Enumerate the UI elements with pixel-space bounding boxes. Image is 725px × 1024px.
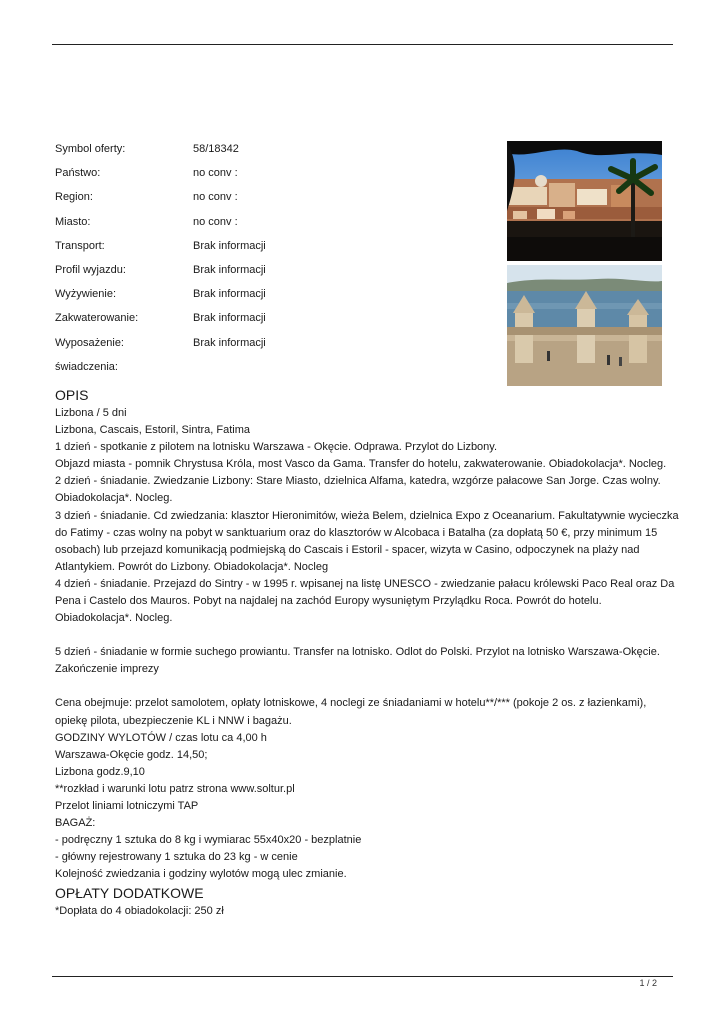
detail-row [55,310,475,334]
section-heading-description: OPIS [55,387,89,403]
header-rule [52,44,673,45]
description-paragraph: 4 dzień - śniadanie. Przejazd do Sintry - w 1995 r. wpisanej na listę UNESCO - zwiedzanie pałacu królewski Paco Real oraz Da Pena i Castelo dos Mauros. Pobyt na najdalej na zachód Europy wysuniętym Przylądku Roca. Powrót do hotelu. Obiadokolacja*. Nocleg. [55,577,675,625]
detail-label: Wyposażenie: [55,336,124,349]
detail-value: no conv : [193,167,238,180]
description-paragraph: 3 dzień - śniadanie. Cd zwiedzania: klasztor Hieronimitów, wieża Belem, dzielnica Expo z Oceanarium. Fakultatywnie wycieczka do Fatimy - czas wolny na pobyt w sanktuarium oraz do klasztorów w Alcobaca i Batalha (za dopłatą 50 €, przy minimum 15 osobach) lub przejazd komunikacją podmiejską do Cascais i Estoril - spacer, wizyta w Casino, odpoczynek na plaży nad Atlantykiem. Powrót do Lizbony. Obiadokolacja*. Nocleg [55,509,679,573]
detail-label: Miasto: [55,215,91,228]
detail-label: Wyżywienie: [55,288,117,301]
price-paragraph: Przelot liniami lotniczymi TAP [55,799,199,812]
detail-value: no conv : [193,191,238,204]
price-paragraph: **rozkład i warunki lotu patrz strona www.soltur.pl [55,782,295,795]
description-paragraph: Lizbona / 5 dni [55,407,127,419]
price-paragraph: Lizbona godz.9,10 [55,765,145,778]
detail-row [55,214,475,238]
detail-value: no conv : [193,215,238,228]
description-paragraph: Objazd miasta - pomnik Chrystusa Króla, most Vasco da Gama. Transfer do hotelu, zakwaterowanie. Obiadokolacja*. Nocleg. [55,458,667,471]
spacer [55,678,680,695]
price-paragraph: GODZINY WYLOTÓW / czas lotu ca 4,00 h [55,731,267,744]
detail-value: Brak informacji [193,312,266,325]
belem-tower-photo [507,265,662,386]
detail-value: Brak informacji [193,288,266,301]
offer-details [55,141,475,383]
price-paragraph: Cena obejmuje: przelot samolotem, opłaty lotniskowe, 4 noclegi ze śniadaniami w hotelu**/*** (pokoje 2 os. z łazienkami), opiekę pilota, ubezpieczenie KL i NNW i bagażu. [55,697,647,727]
detail-value: 58/18342 [193,143,239,155]
detail-value: Brak informacji [193,263,266,276]
detail-row [55,189,475,213]
price-paragraph: Kolejność zwiedzania i godziny wylotów mogą ulec zmianie. [55,868,347,881]
detail-row [55,335,475,359]
detail-label: Region: [55,191,93,204]
detail-row [55,141,475,165]
price-paragraph: BAGAŻ: [55,817,96,830]
detail-row [55,262,475,286]
description-paragraph: 2 dzień - śniadanie. Zwiedzanie Lizbony: Stare Miasto, dzielnica Alfama, katedra, wzgórze pałacowe San Jorge. Czas wolny. Obiadokolacja*. Nocleg. [55,475,661,505]
spacer [55,627,680,644]
footer-rule [52,976,673,977]
detail-label: Zakwaterowanie: [55,312,139,325]
detail-row [55,286,475,310]
price-paragraph: - podręczny 1 sztuka do 8 kg i wymiarac 55x40x20 - bezplatnie [55,834,362,847]
detail-label: Państwo: [55,167,101,180]
description-paragraph: 1 dzień - spotkanie z pilotem na lotnisku Warszawa - Okęcie. Odprawa. Przylot do Lizbony. [55,441,498,454]
description-paragraph: Lizbona, Cascais, Estoril, Sintra, Fatima [55,424,251,437]
page-number: 1 / 2 [639,978,657,988]
detail-row [55,238,475,262]
lisbon-city-photo [507,141,662,261]
detail-label: Transport: [55,239,105,252]
detail-label: świadczenia: [55,360,118,373]
price-paragraph: - główny rejestrowany 1 sztuka do 23 kg - w cenie [55,851,298,864]
price-paragraph: Warszawa-Okęcie godz. 14,50; [55,748,208,761]
detail-row [55,359,475,383]
extra-fee-line: *Dopłata do 4 obiadokolacji: 250 zł [55,905,224,918]
detail-label: Symbol oferty: [55,143,126,155]
detail-row [55,165,475,189]
offer-description [55,385,680,921]
detail-label: Profil wyjazdu: [55,263,126,276]
description-paragraph: 5 dzień - śniadanie w formie suchego prowiantu. Transfer na lotnisko. Odlot do Polski. Przylot na lotnisko Warszawa-Okęcie. Zakończenie imprezy [55,646,660,676]
detail-value: Brak informacji [193,336,266,349]
detail-value: Brak informacji [193,239,266,252]
section-heading-extra-fees: OPŁATY DODATKOWE [55,885,204,902]
